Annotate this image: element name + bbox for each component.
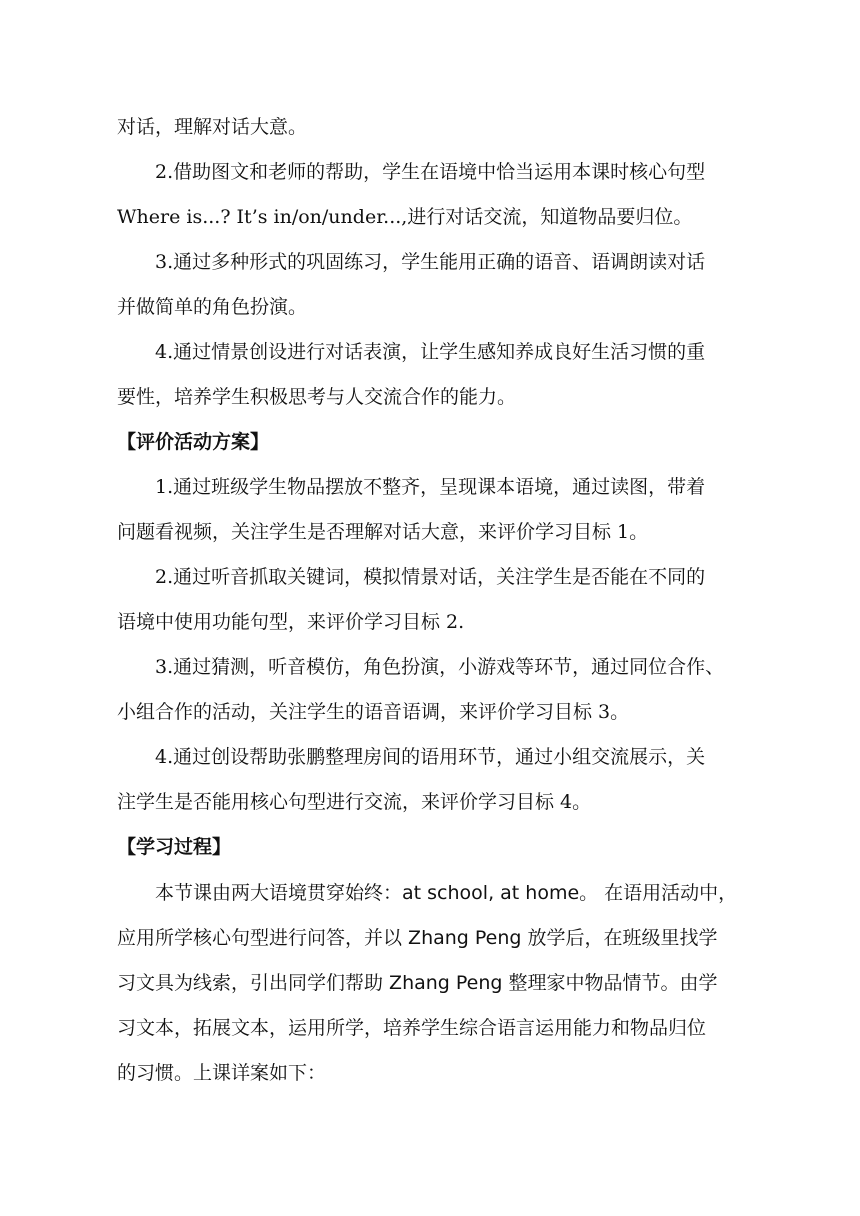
process-line-4: 习文本，拓展文本，运用所学，培养学生综合语言运用能力和物品归位	[117, 1017, 707, 1039]
evaluation-2-line-1: 2.通过听音抓取关键词，模拟情景对话，关注学生是否能在不同的	[155, 566, 706, 588]
evaluation-1-line-2: 问题看视频，关注学生是否理解对话大意，来评价学习目标 1。	[117, 521, 649, 543]
section-heading-process: 【学习过程】	[117, 836, 232, 858]
section-heading-evaluation: 【评价活动方案】	[117, 431, 270, 453]
evaluation-4-line-1: 4.通过创设帮助张鹏整理房间的语用环节，通过小组交流展示，关	[155, 746, 706, 768]
text-line: 对话，理解对话大意。	[117, 116, 308, 138]
evaluation-3-line-1: 3.通过猜测，听音模仿，角色扮演，小游戏等环节，通过同位合作、	[155, 656, 725, 678]
objective-2-line-1: 2.借助图文和老师的帮助，学生在语境中恰当运用本课时核心句型	[155, 161, 706, 183]
objective-4-line-2: 要性，培养学生积极思考与人交流合作的能力。	[117, 386, 517, 408]
process-line-5: 的习惯。上课详案如下：	[117, 1062, 327, 1084]
process-text: 应用所学核心句型进行问答，并以	[117, 927, 409, 949]
process-line-1	[155, 879, 737, 907]
evaluation-3-line-2: 小组合作的活动，关注学生的语音语调，来评价学习目标 3。	[117, 701, 630, 723]
evaluation-4-line-2: 注学生是否能用核心句型进行交流，来评价学习目标 4。	[117, 791, 592, 813]
process-text: 整理家中物品情节。由学	[502, 972, 718, 994]
evaluation-1-line-1: 1.通过班级学生物品摆放不整齐，呈现课本语境，通过读图，带着	[155, 476, 706, 498]
objective-4-line-1: 4.通过情景创设进行对话表演，让学生感知养成良好生活习惯的重	[155, 341, 706, 363]
process-text: 习文具为线索，引出同学们帮助	[117, 972, 390, 994]
process-text: 。 在语用活动中，	[579, 882, 738, 904]
objective-3-line-2: 并做简单的角色扮演。	[117, 296, 308, 318]
process-name: Zhang Peng	[408, 927, 522, 949]
objective-3-line-1: 3.通过多种形式的巩固练习，学生能用正确的语音、语调朗读对话	[155, 251, 706, 273]
evaluation-2-line-2: 语境中使用功能句型，来评价学习目标 2.	[117, 611, 465, 633]
process-text: 本节课由两大语境贯穿始终：	[155, 882, 403, 904]
process-text: 放学后，在班级里找学	[521, 927, 718, 949]
objective-2-line-2: Where is...? It’s in/on/under...,进行对话交流，知道物品要归位。	[117, 206, 693, 228]
process-context-terms: at school, at home	[402, 882, 580, 904]
process-line-3	[117, 969, 718, 997]
process-name: Zhang Peng	[389, 972, 503, 994]
process-line-2	[117, 924, 718, 952]
